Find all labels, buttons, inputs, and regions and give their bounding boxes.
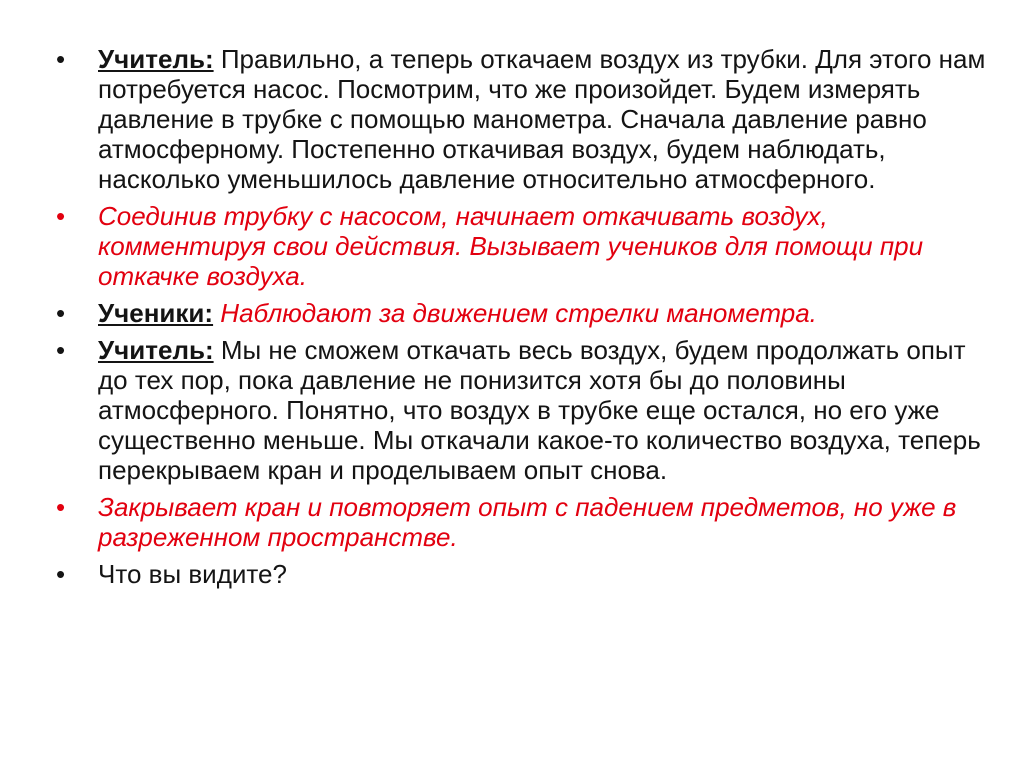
bullet-marker: • bbox=[56, 559, 66, 589]
bullet-marker: • bbox=[56, 492, 66, 522]
bullet-teacher-1 bbox=[56, 44, 996, 194]
bullet-marker: • bbox=[56, 201, 66, 231]
bullet-text: Соединив трубку с насосом, начинает откачивать воздух, комментируя свои действия. Вызывает учеников для помощи при откачке воздуха. bbox=[98, 201, 924, 291]
bullet-text: Правильно, а теперь откачаем воздух из трубки. Для этого нам потребуется насос. Посмотрим, что же произойдет. Будем измерять давление в трубке с помощью манометра. Сначала давление равно атмосферному. Постепенно откачивая воздух, будем наблюдать, насколько уменьшилось давление относительно атмосферного. bbox=[98, 44, 986, 194]
bullet-text: Мы не сможем откачать весь воздух, будем продолжать опыт до тех пор, пока давление не понизится хотя бы до половины атмосферного. Понятно, что воздух в трубке еще остался, но его уже существенно меньше. Мы откачали какое-то количество воздуха, теперь перекрываем кран и проделываем опыт снова. bbox=[98, 335, 981, 485]
bullet-text: Наблюдают за движением стрелки манометра. bbox=[213, 298, 817, 328]
bullet-text: Закрывает кран и повторяет опыт с падением предметов, но уже в разреженном пространстве. bbox=[98, 492, 957, 552]
speaker-label: Учитель: bbox=[98, 335, 214, 365]
bullet-question bbox=[56, 559, 996, 589]
speaker-label: Ученики: bbox=[98, 298, 214, 328]
bullet-marker: • bbox=[56, 335, 66, 365]
bullet-action-2 bbox=[56, 492, 996, 552]
speaker-label: Учитель: bbox=[98, 44, 214, 74]
bullet-text: Что вы видите? bbox=[98, 559, 287, 589]
bullet-list bbox=[56, 44, 996, 596]
bullet-marker: • bbox=[56, 298, 66, 328]
bullet-teacher-2 bbox=[56, 335, 996, 485]
bullet-action-1 bbox=[56, 201, 996, 291]
bullet-marker: • bbox=[56, 44, 66, 74]
bullet-students bbox=[56, 298, 996, 328]
